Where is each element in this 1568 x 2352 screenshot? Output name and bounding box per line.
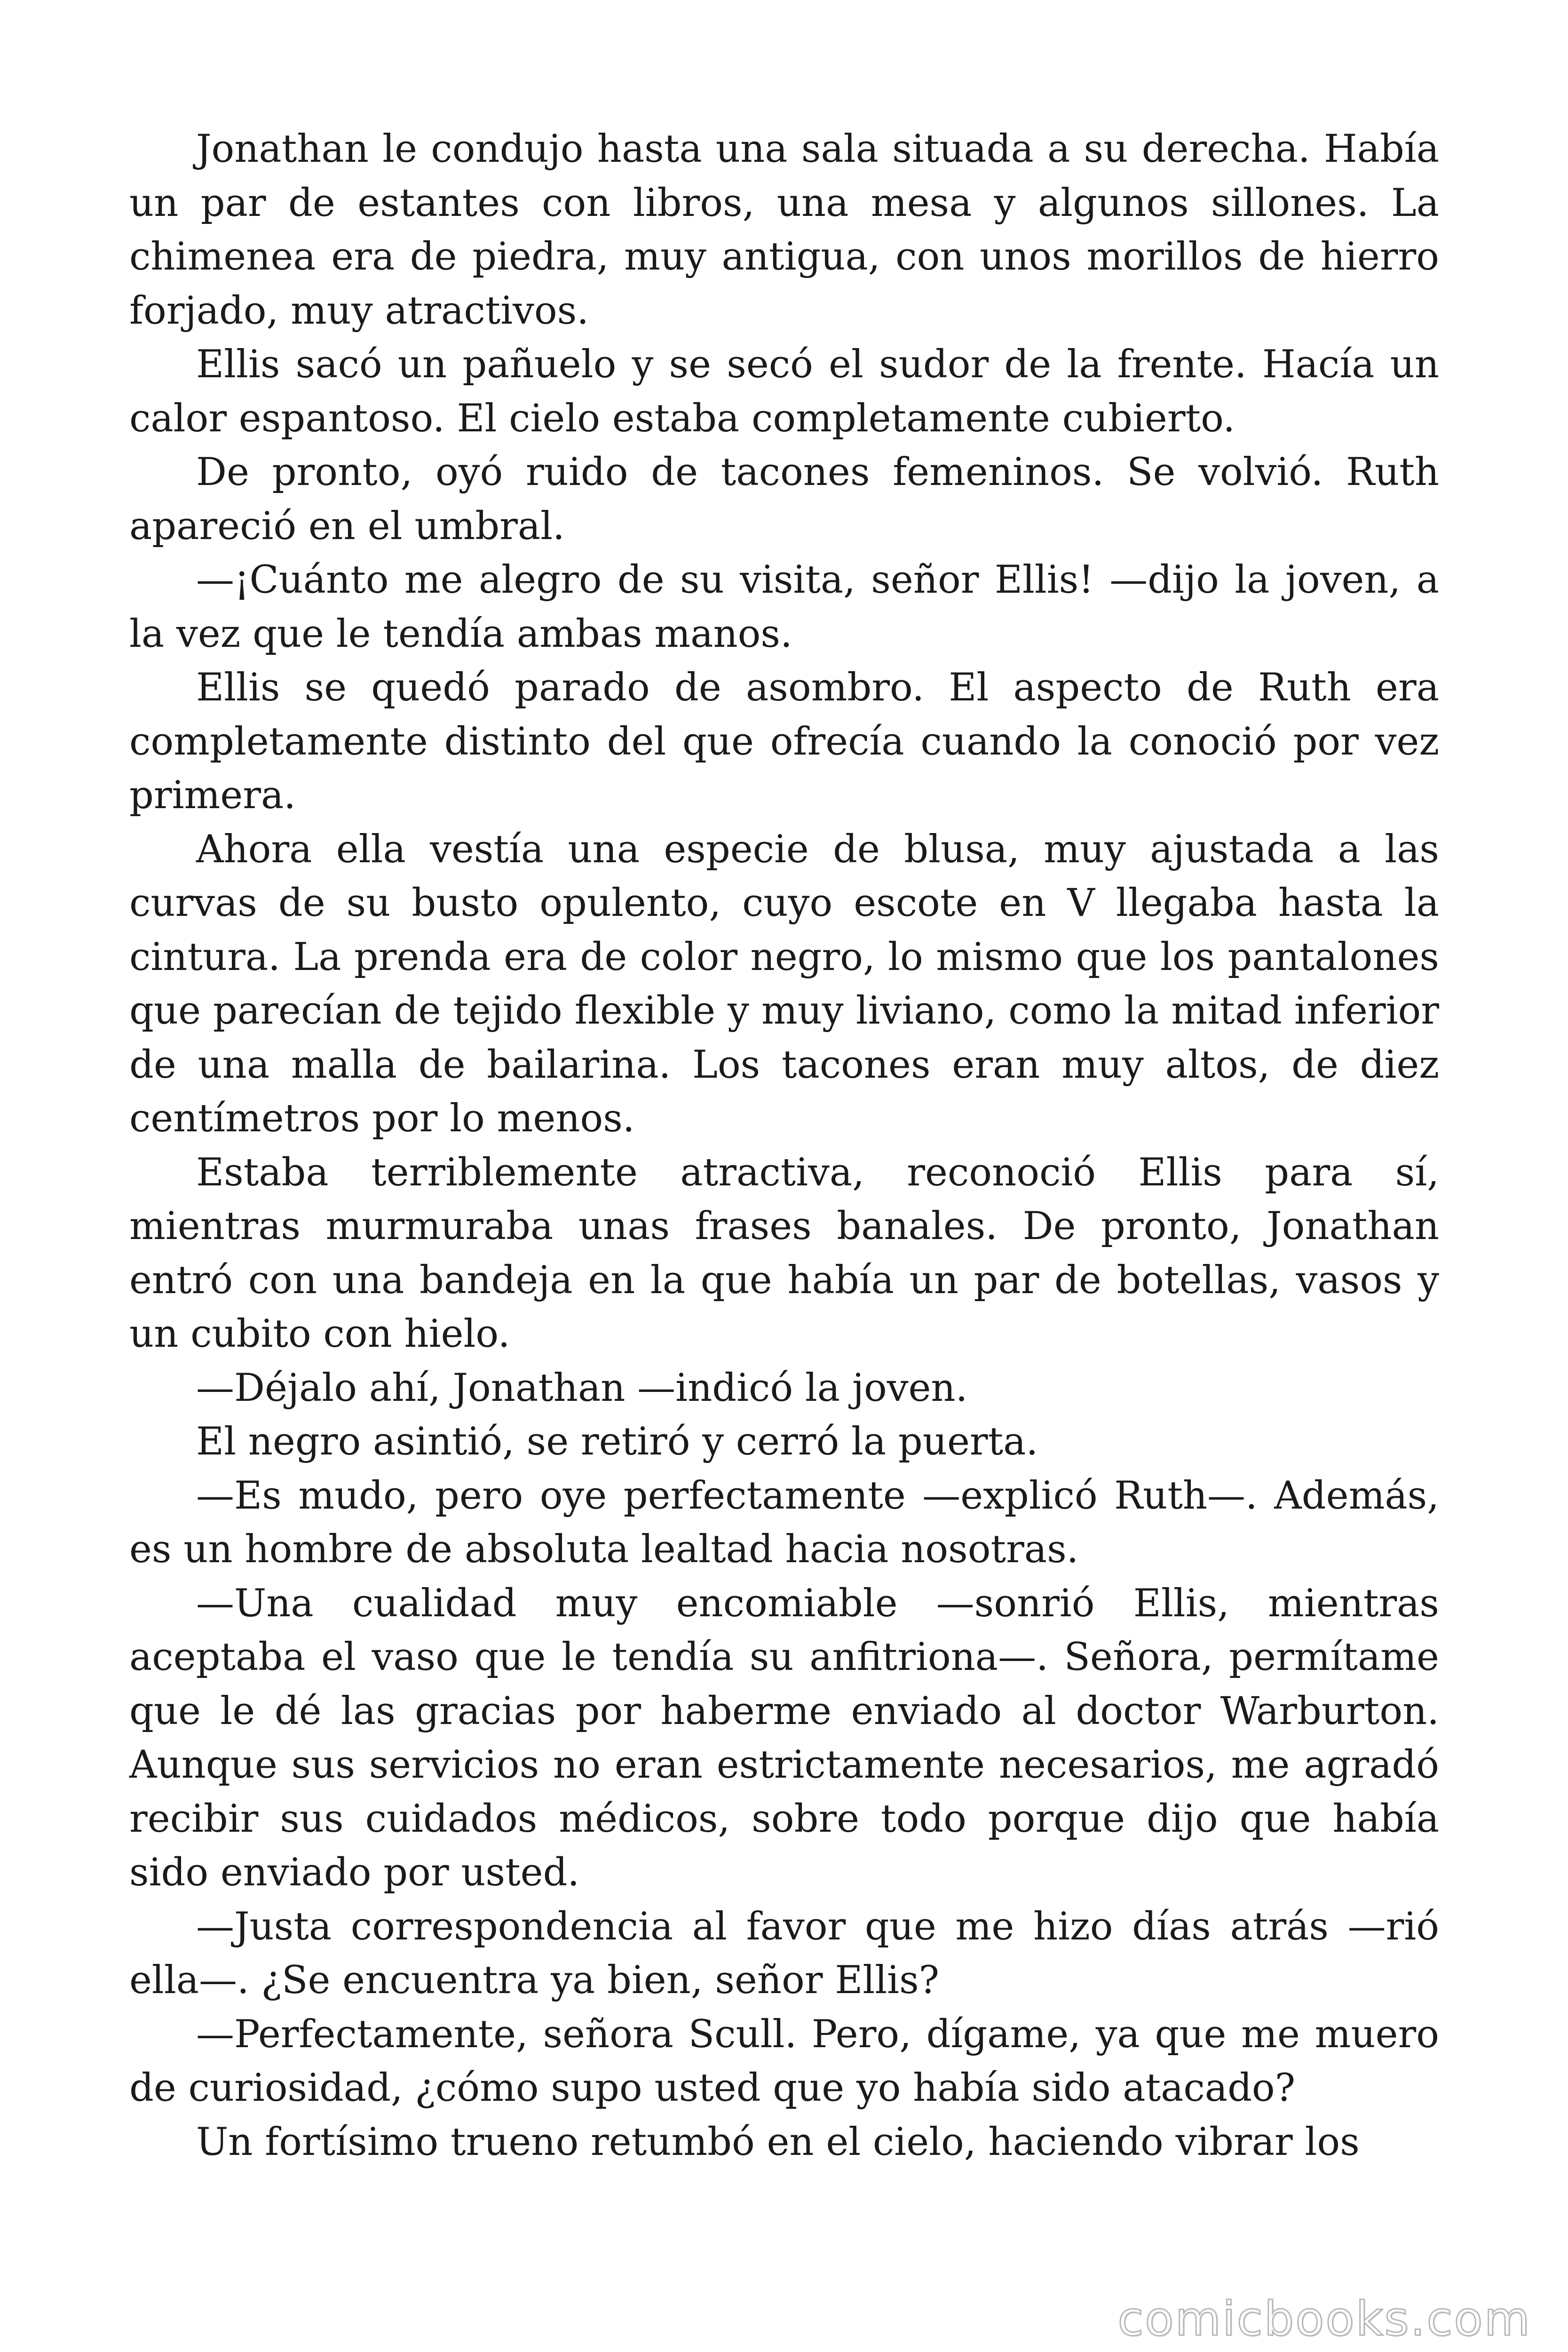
paragraph: —Una cualidad muy encomiable —sonrió Ellis, mientras aceptaba el vaso que le tendía su anfitriona—. Señora, permítame que le dé las gracias por haberme enviado al doctor Warburton. Aunque sus servicios no eran estrictamente necesarios, me agradó recibir sus cuidados médicos, sobre todo porque dijo que había sido enviado por usted. bbox=[129, 1581, 1439, 1895]
paragraph: Estaba terriblemente atractiva, reconoció Ellis para sí, mientras murmuraba unas frases banales. De pronto, Jonathan entró con una bandeja en la que había un par de botellas, vasos y un cubito con hielo. bbox=[129, 1150, 1439, 1356]
paragraph: El negro asintió, se retiró y cerró la puerta. bbox=[196, 1420, 1038, 1464]
paragraph: Ellis sacó un pañuelo y se secó el sudor de la frente. Hacía un calor espantoso. El cielo estaba completamente cubierto. bbox=[129, 342, 1439, 441]
paragraph: —Es mudo, pero oye perfectamente —explicó Ruth—. Además, es un hombre de absoluta lealtad hacia nosotras. bbox=[129, 1473, 1439, 1572]
book-page-body bbox=[129, 122, 1439, 2169]
watermark: comicbooks.com bbox=[1117, 2291, 1531, 2346]
paragraph: —Déjalo ahí, Jonathan —indicó la joven. bbox=[196, 1366, 968, 1410]
paragraph: —Perfectamente, señora Scull. Pero, dígame, ya que me muero de curiosidad, ¿cómo supo usted que yo había sido atacado? bbox=[129, 2012, 1439, 2110]
paragraph: Ahora ella vestía una especie de blusa, muy ajustada a las curvas de su busto opulento, cuyo escote en V llegaba hasta la cintura. La prenda era de color negro, lo mismo que los pantalones que parecían de tejido flexible y muy liviano, como la mitad inferior de una malla de bailarina. Los tacones eran muy altos, de diez centímetros por lo menos. bbox=[129, 827, 1439, 1141]
paragraph: Ellis se quedó parado de asombro. El aspecto de Ruth era completamente distinto del que ofrecía cuando la conoció por vez primera. bbox=[129, 666, 1439, 818]
paragraph: —¡Cuánto me alegro de su visita, señor Ellis! —dijo la joven, a la vez que le tendía ambas manos. bbox=[129, 558, 1439, 656]
paragraph: —Justa correspondencia al favor que me hizo días atrás —rió ella—. ¿Se encuentra ya bien, señor Ellis? bbox=[129, 1904, 1439, 2002]
paragraph: Un fortísimo trueno retumbó en el cielo, haciendo vibrar los bbox=[196, 2120, 1360, 2164]
paragraph: Jonathan le condujo hasta una sala situada a su derecha. Había un par de estantes con libros, una mesa y algunos sillones. La chimenea era de piedra, muy antigua, con unos morillos de hierro forjado, muy atractivos. bbox=[129, 127, 1439, 333]
paragraph: De pronto, oyó ruido de tacones femeninos. Se volvió. Ruth apareció en el umbral. bbox=[129, 450, 1439, 548]
